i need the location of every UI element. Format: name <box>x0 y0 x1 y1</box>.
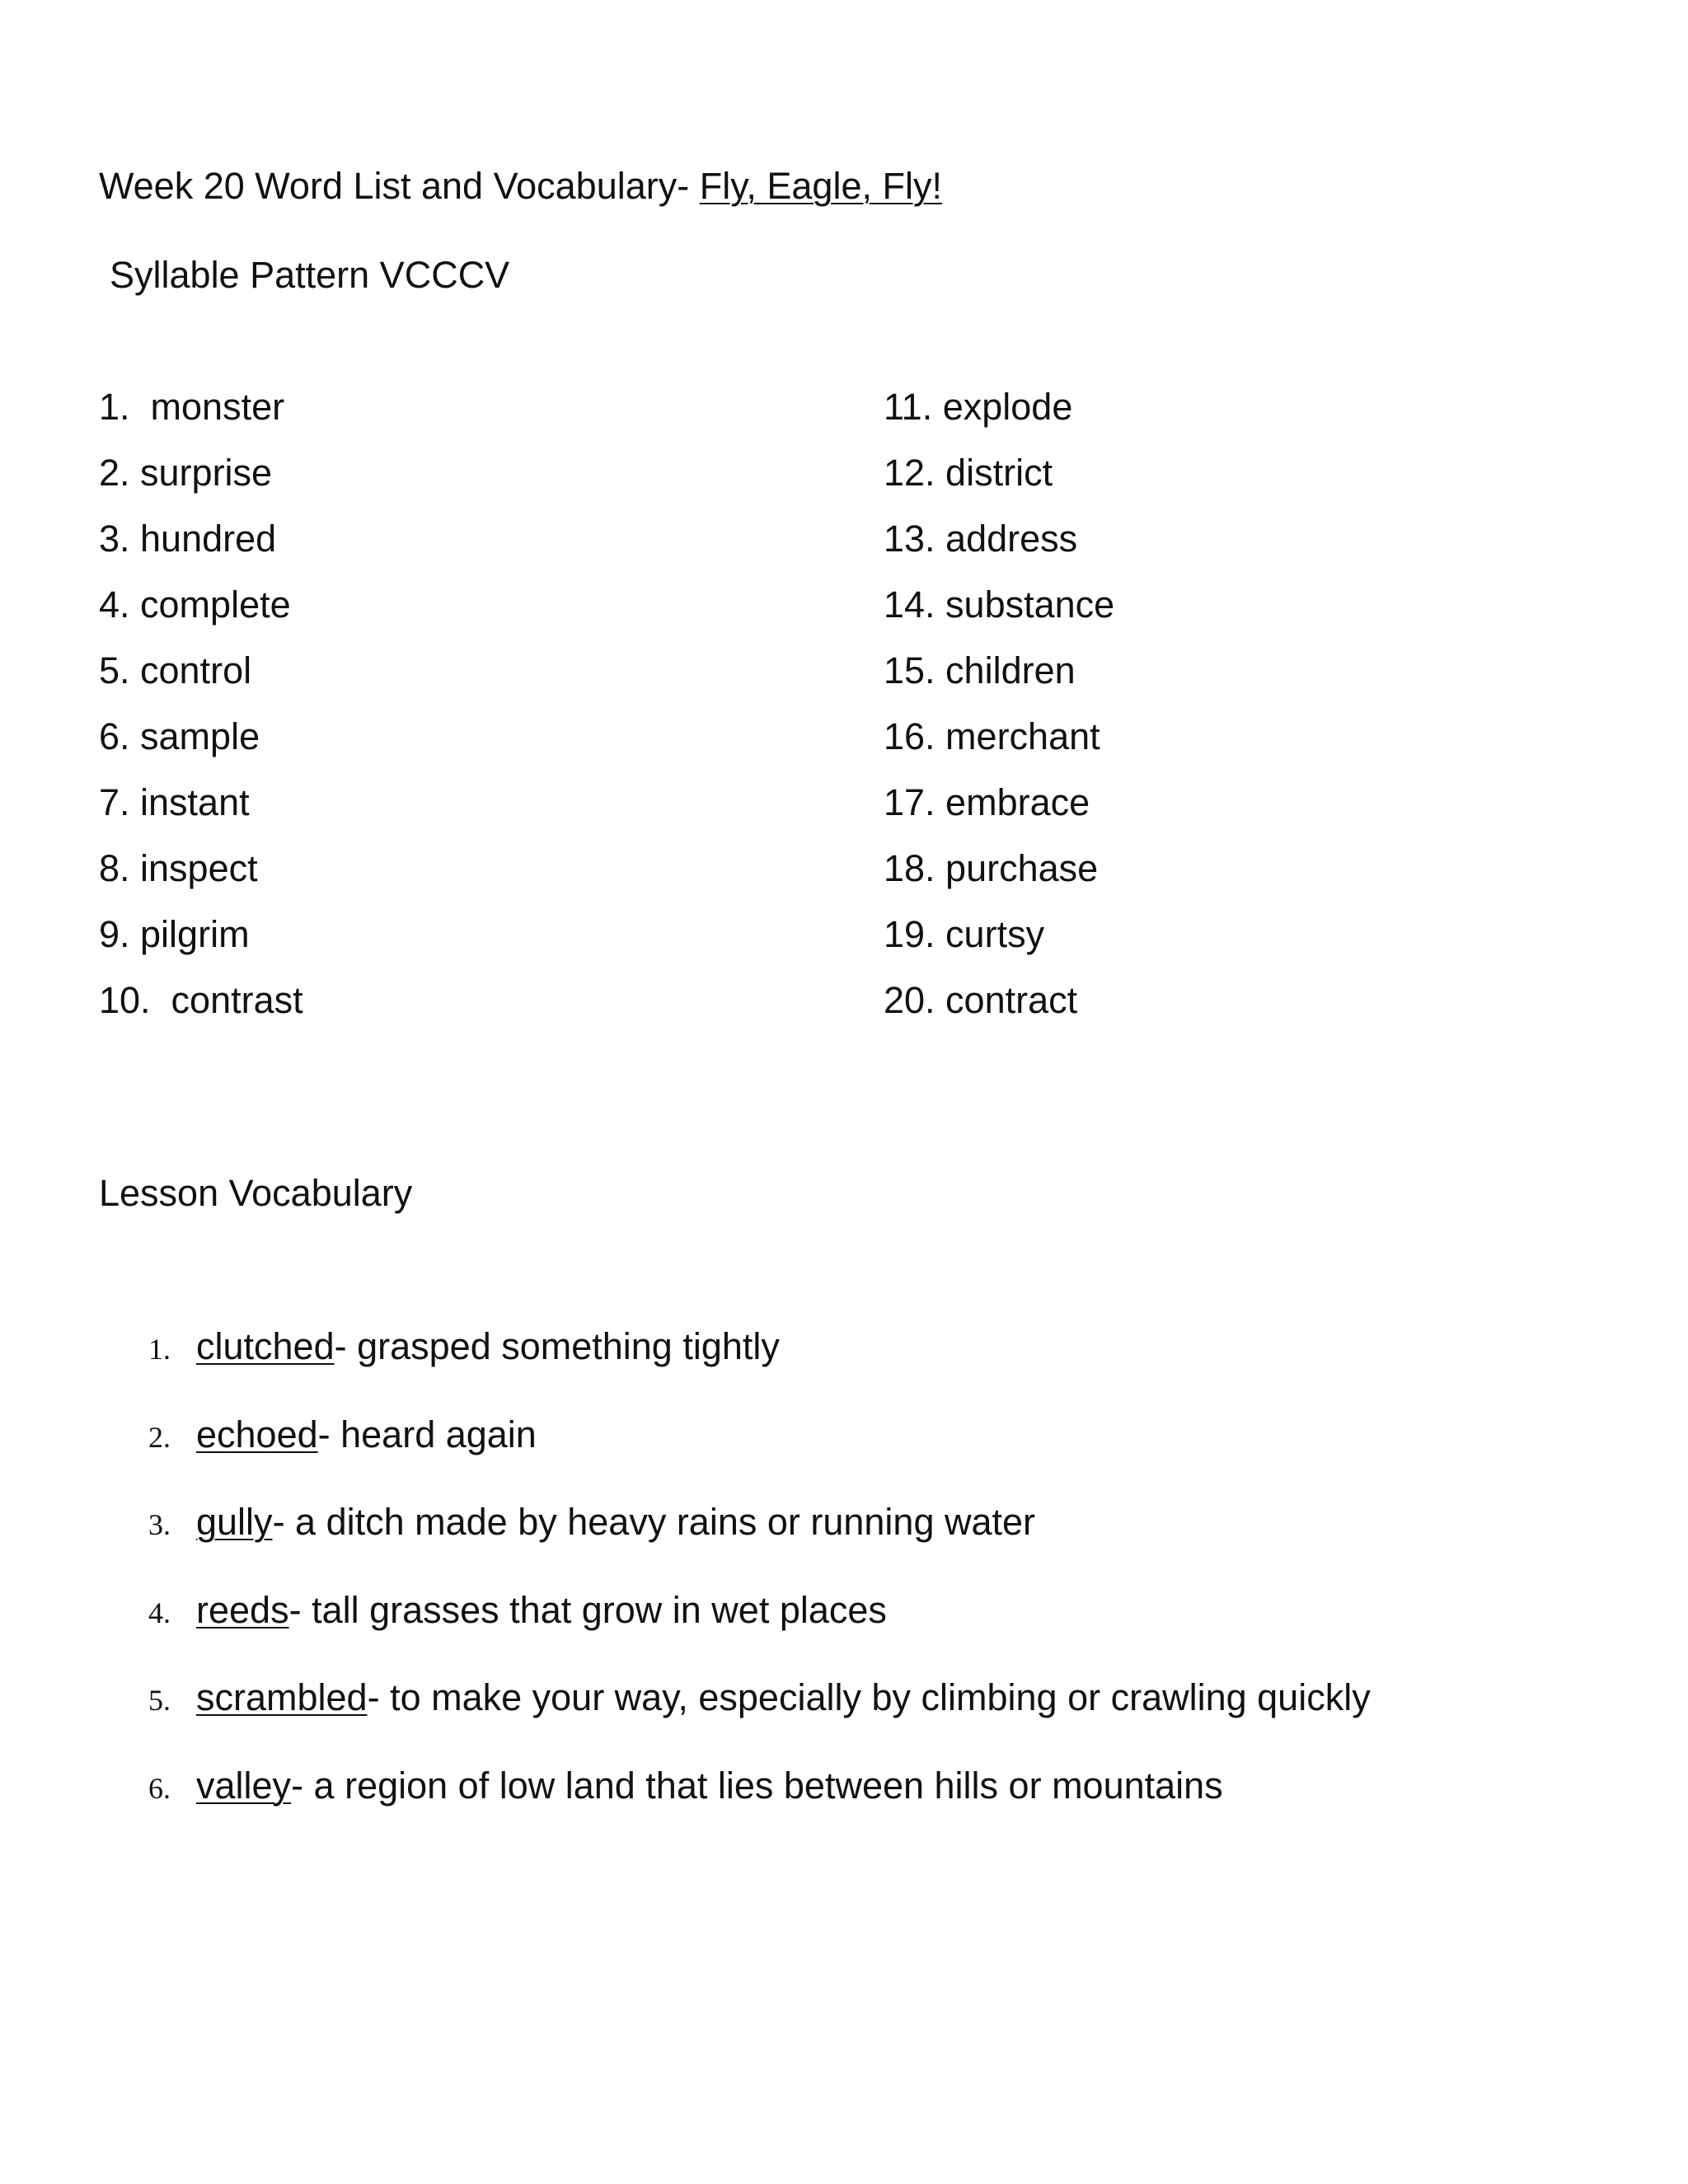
vocabulary-term: gully <box>196 1501 273 1543</box>
word-item: 12. district <box>884 452 1053 494</box>
word-item: 1. monster <box>99 386 285 428</box>
vocabulary-item <box>140 1497 1371 1586</box>
word-item: 4. complete <box>99 583 291 626</box>
word-item: 17. embrace <box>884 781 1090 823</box>
vocabulary-item <box>140 1761 1371 1849</box>
vocabulary-term: scrambled <box>196 1676 368 1718</box>
vocabulary-number: 2. <box>148 1420 171 1454</box>
word-item: 2. surprise <box>99 452 273 494</box>
word-item: 5. control <box>99 649 252 691</box>
vocabulary-number: 3. <box>148 1508 171 1541</box>
vocabulary-item <box>140 1586 1371 1674</box>
word-item: 3. hundred <box>99 518 277 560</box>
word-item: 7. instant <box>99 781 250 823</box>
word-item: 14. substance <box>884 583 1115 626</box>
vocabulary-definition: - heard again <box>317 1413 537 1455</box>
vocabulary-term: valley <box>196 1764 292 1807</box>
word-item: 13. address <box>884 518 1078 560</box>
page-title <box>99 162 942 211</box>
word-item: 10. contrast <box>99 979 303 1021</box>
vocabulary-number: 1. <box>148 1333 171 1366</box>
vocabulary-term: reeds <box>196 1588 289 1631</box>
vocabulary-item <box>140 1410 1371 1498</box>
story-title: Fly, Eagle, Fly! <box>699 165 942 207</box>
word-item: 11. explode <box>884 386 1073 428</box>
word-item: 20. contract <box>884 979 1078 1021</box>
word-list-left-column <box>99 382 303 1042</box>
word-item: 15. children <box>884 649 1076 691</box>
title-prefix: Week 20 Word List and Vocabulary- <box>99 165 700 207</box>
vocabulary-definition: - tall grasses that grow in wet places <box>288 1588 887 1631</box>
vocabulary-definition: - grasped something tightly <box>334 1325 780 1367</box>
vocabulary-definition: - to make your way, especially by climbing or crawling quickly <box>367 1676 1371 1718</box>
vocabulary-item <box>140 1322 1371 1410</box>
word-item: 18. purchase <box>884 847 1099 889</box>
vocabulary-item <box>140 1673 1371 1761</box>
vocabulary-number: 5. <box>148 1684 171 1717</box>
word-item: 19. curtsy <box>884 913 1045 955</box>
vocabulary-definition: - a region of low land that lies between hills or mountains <box>291 1764 1223 1807</box>
vocabulary-term: clutched <box>196 1325 335 1367</box>
vocabulary-number: 6. <box>148 1771 171 1805</box>
lesson-vocabulary-heading: Lesson Vocabulary <box>99 1172 413 1214</box>
syllable-pattern-subtitle: Syllable Pattern VCCCV <box>110 254 510 296</box>
vocabulary-number: 4. <box>148 1596 171 1629</box>
word-item: 6. sample <box>99 715 260 757</box>
word-item: 8. inspect <box>99 847 258 889</box>
word-item: 16. merchant <box>884 715 1100 757</box>
vocabulary-definition: - a ditch made by heavy rains or running water <box>272 1501 1036 1543</box>
word-list-right-column <box>884 382 1114 1042</box>
word-item: 9. pilgrim <box>99 913 250 955</box>
vocabulary-list <box>140 1322 1371 1849</box>
vocabulary-term: echoed <box>196 1413 318 1455</box>
